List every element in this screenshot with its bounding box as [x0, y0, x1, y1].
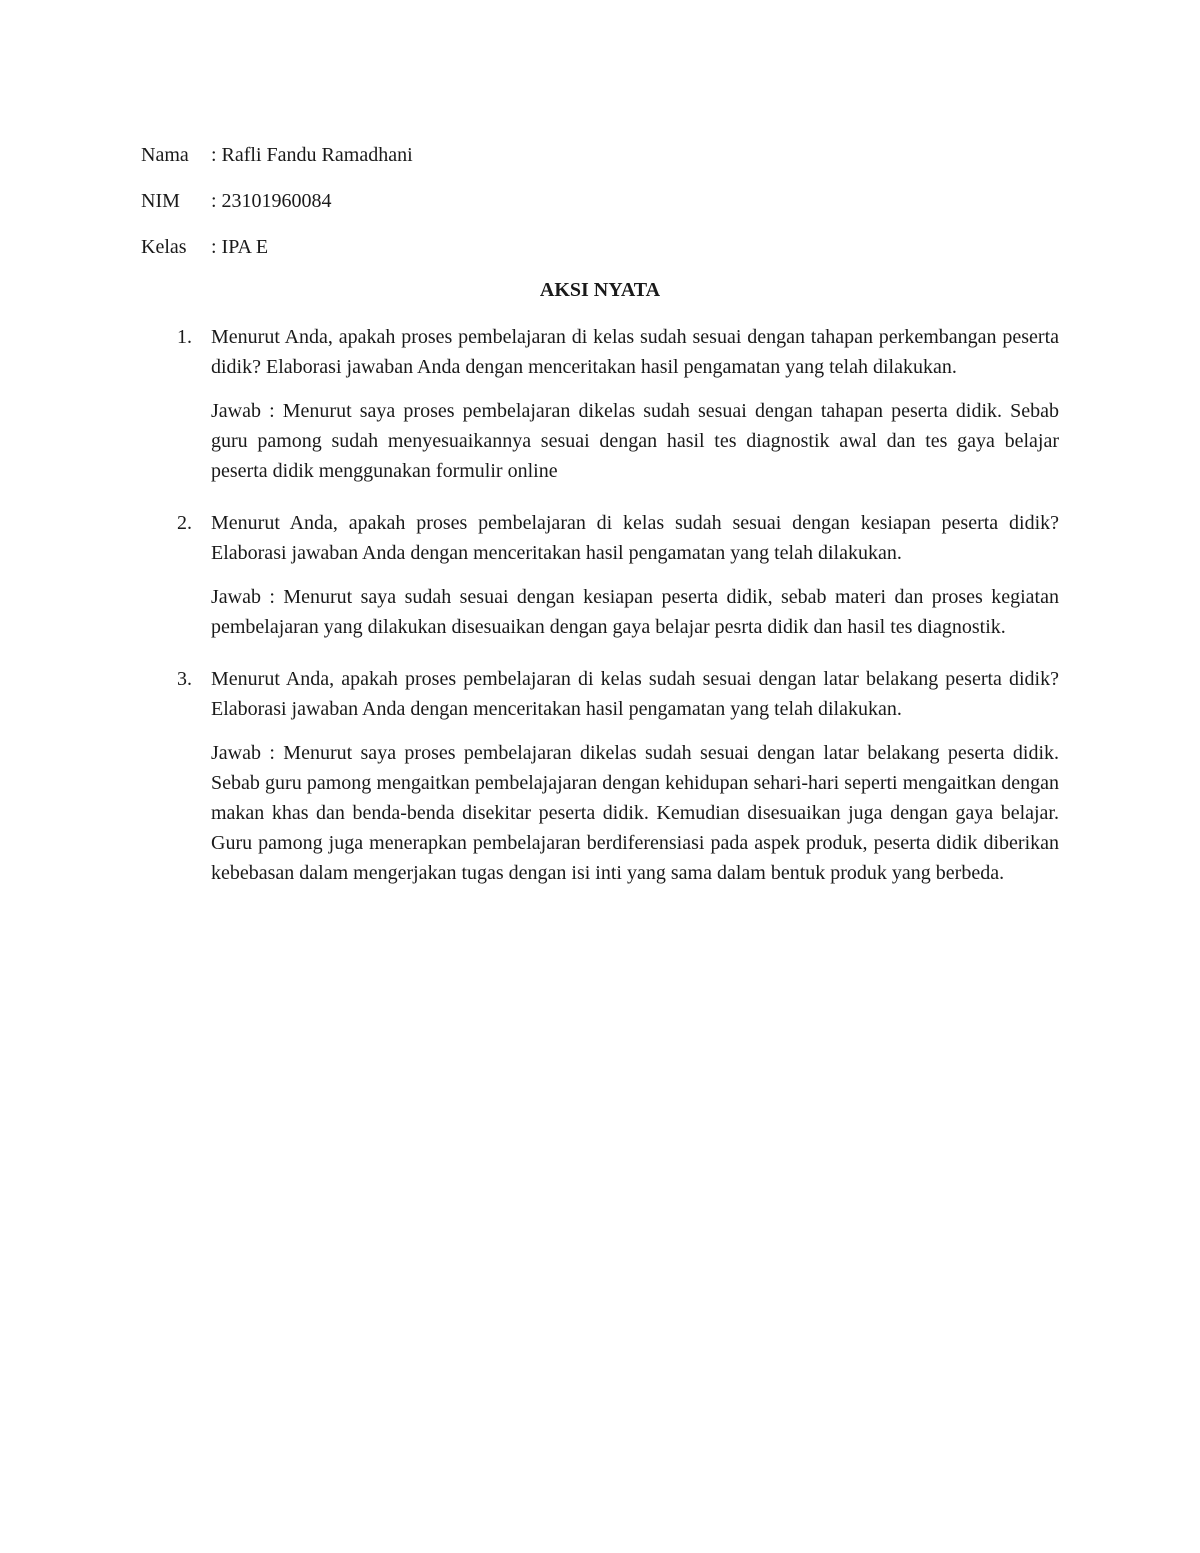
identity-row-nim [141, 186, 413, 216]
question-text: Menurut Anda, apakah proses pembelajaran di kelas sudah sesuai dengan tahapan perkembangan peserta didik? Elaborasi jawaban Anda dengan menceritakan hasil pengamatan yang telah dilakukan. [211, 326, 1059, 378]
question-number: 3. [177, 668, 192, 690]
question-number: 1. [177, 326, 192, 348]
question-number: 2. [177, 512, 192, 534]
identity-row-kelas [141, 232, 413, 262]
nim-label: NIM [141, 190, 180, 212]
question-item-2 [141, 508, 1059, 642]
nama-label: Nama [141, 144, 189, 166]
question-item-3 [141, 664, 1059, 888]
answer-text: Jawab : Menurut saya sudah sesuai dengan kesiapan peserta didik, sebab materi dan proses kegiatan pembelajaran yang dilakukan disesuaikan dengan gaya belajar pesrta didik dan hasil tes diagnostik. [211, 586, 1059, 638]
identity-row-nama [141, 140, 413, 170]
question-text: Menurut Anda, apakah proses pembelajaran di kelas sudah sesuai dengan kesiapan peserta didik? Elaborasi jawaban Anda dengan menceritakan hasil pengamatan yang telah dilakukan. [211, 512, 1059, 564]
question-list [141, 322, 1059, 910]
question-text: Menurut Anda, apakah proses pembelajaran di kelas sudah sesuai dengan latar belakang peserta didik? Elaborasi jawaban Anda dengan menceritakan hasil pengamatan yang telah dilakukan. [211, 668, 1059, 720]
answer-text: Jawab : Menurut saya proses pembelajaran dikelas sudah sesuai dengan latar belakang peserta didik. Sebab guru pamong mengaitkan pembelajajaran dengan kehidupan sehari-hari seperti mengaitkan dengan makan khas dan benda-benda disekitar peserta didik. Kemudian disesuaikan juga dengan gaya belajar. Guru pamong juga menerapkan pembelajaran berdiferensiasi pada aspek produk, peserta didik diberikan kebebasan dalam mengerjakan tugas dengan isi inti yang sama dalam bentuk produk yang berbeda. [211, 742, 1059, 884]
nim-value: : 23101960084 [211, 190, 332, 212]
question-item-1 [141, 322, 1059, 486]
document-title: AKSI NYATA [539, 279, 661, 301]
nama-value: : Rafli Fandu Ramadhani [211, 144, 413, 166]
identity-block [141, 140, 413, 278]
answer-text: Jawab : Menurut saya proses pembelajaran dikelas sudah sesuai dengan tahapan peserta didik. Sebab guru pamong sudah menyesuaikannya sesuai dengan hasil tes diagnostik awal dan tes gaya belajar peserta didik menggunakan formulir online [211, 400, 1059, 482]
kelas-label: Kelas [141, 236, 187, 258]
kelas-value: : IPA E [211, 236, 269, 258]
